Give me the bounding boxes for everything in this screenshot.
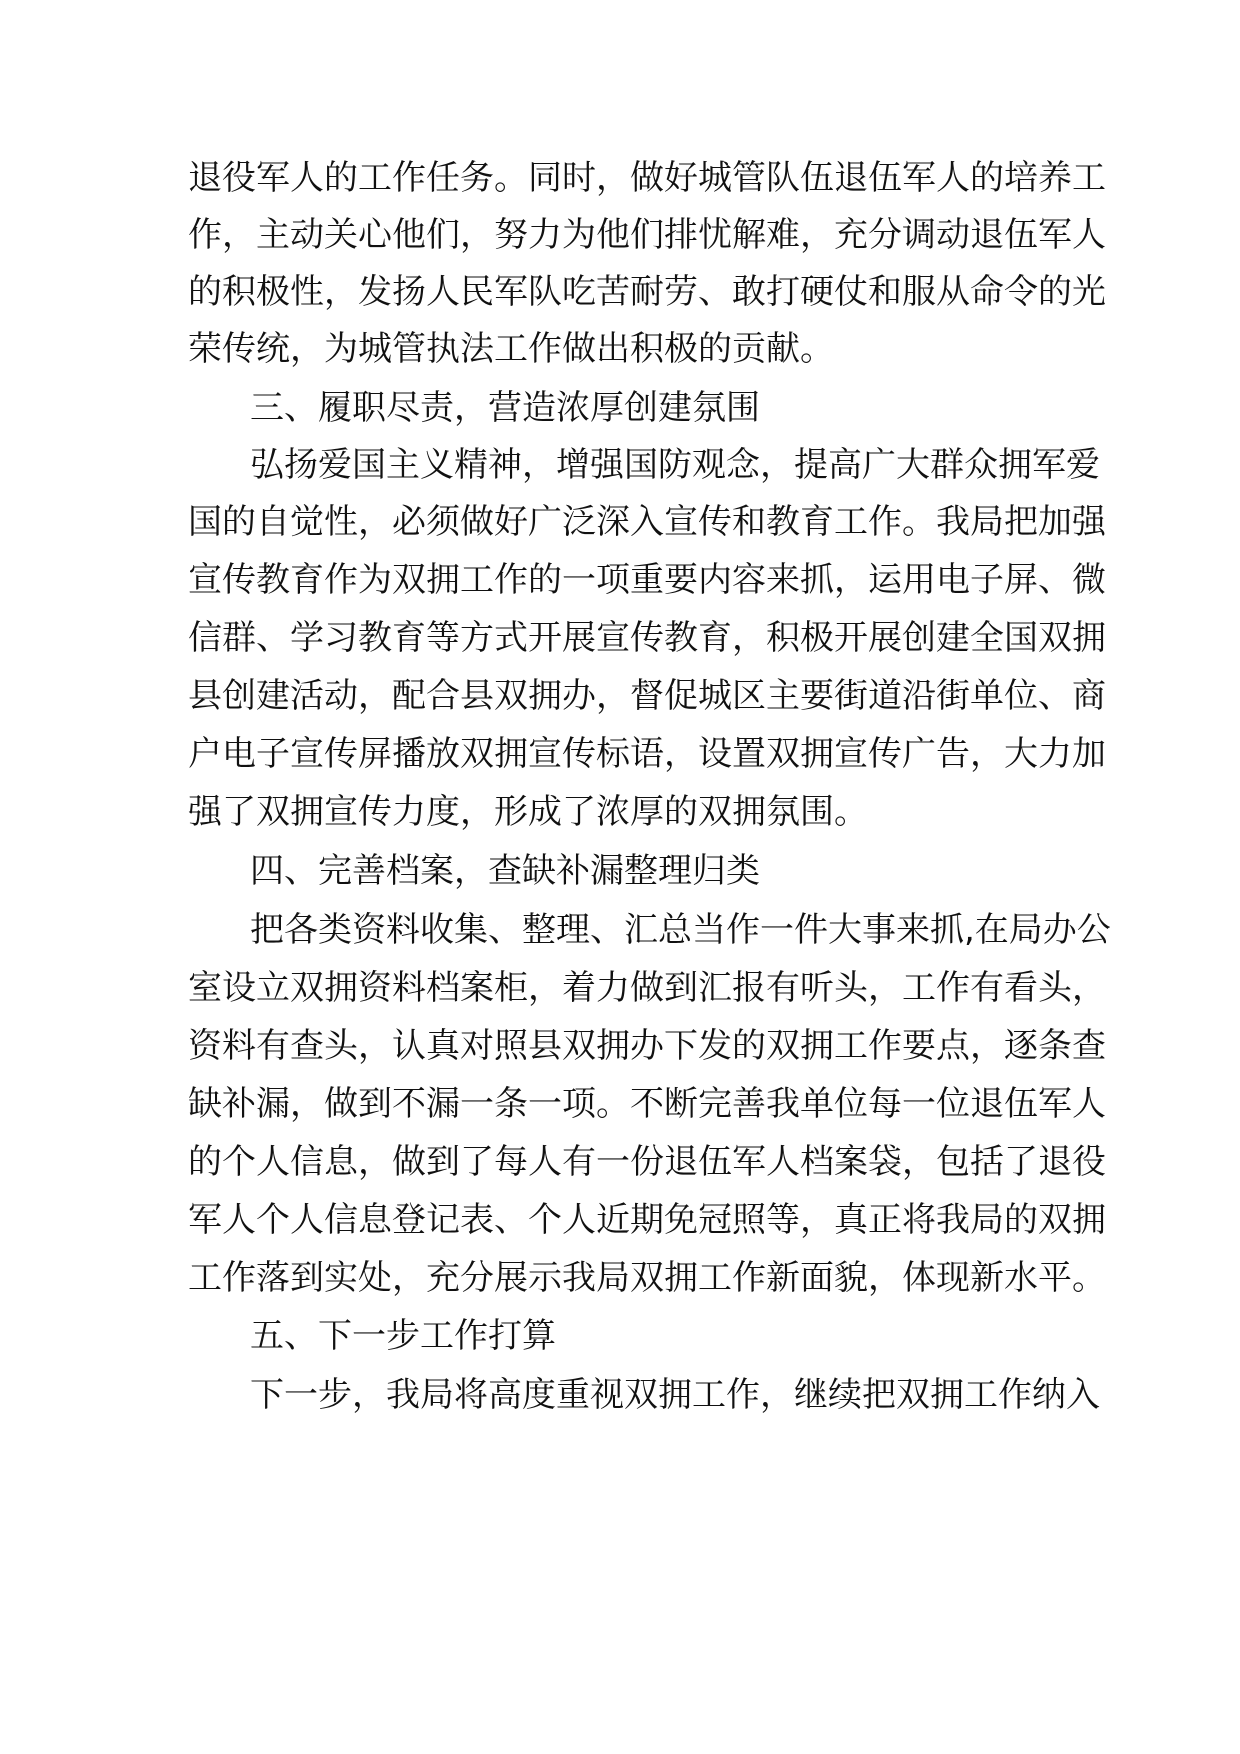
body-text-line: 缺补漏，做到不漏一条一项。不断完善我单位每一位退伍军人 [188, 1084, 1106, 1124]
body-text-line: 的积极性，发扬人民军队吃苦耐劳、敢打硬仗和服从命令的光 [188, 272, 1106, 312]
body-text-line: 国的自觉性，必须做好广泛深入宣传和教育工作。我局把加强 [188, 502, 1106, 542]
body-text-line: 户电子宣传屏播放双拥宣传标语，设置双拥宣传广告，大力加 [188, 734, 1106, 774]
body-text-line: 强了双拥宣传力度，形成了浓厚的双拥氛围。 [188, 792, 868, 832]
body-text-line: 宣传教育作为双拥工作的一项重要内容来抓，运用电子屏、微 [188, 560, 1106, 600]
body-text-line: 把各类资料收集、整理、汇总当作一件大事来抓,在局办公 [250, 910, 1111, 950]
body-text-line: 县创建活动，配合县双拥办，督促城区主要街道沿街单位、商 [188, 676, 1106, 716]
body-text-line: 室设立双拥资料档案柜，着力做到汇报有听头，工作有看头， [188, 968, 1106, 1008]
body-text-line: 资料有查头，认真对照县双拥办下发的双拥工作要点，逐条查 [188, 1026, 1106, 1066]
body-text-line: 军人个人信息登记表、个人近期免冠照等，真正将我局的双拥 [188, 1200, 1106, 1240]
body-text-line: 弘扬爱国主义精神，增强国防观念，提高广大群众拥军爱 [250, 445, 1100, 485]
body-text-line: 工作落到实处，充分展示我局双拥工作新面貌，体现新水平。 [188, 1258, 1106, 1298]
body-text-line: 的个人信息，做到了每人有一份退伍军人档案袋，包括了退役 [188, 1142, 1106, 1182]
body-text-line: 下一步，我局将高度重视双拥工作，继续把双拥工作纳入 [250, 1375, 1100, 1415]
body-text-line: 荣传统，为城管执法工作做出积极的贡献。 [188, 329, 834, 369]
body-text-line: 作，主动关心他们，努力为他们排忧解难，充分调动退伍军人 [188, 215, 1106, 255]
body-text-line: 信群、学习教育等方式开展宣传教育，积极开展创建全国双拥 [188, 618, 1106, 658]
section-heading-5: 五、下一步工作打算 [250, 1316, 556, 1356]
body-text-line: 退役军人的工作任务。同时，做好城管队伍退伍军人的培养工 [188, 158, 1106, 198]
section-heading-3: 三、履职尽责，营造浓厚创建氛围 [250, 388, 760, 428]
section-heading-4: 四、完善档案，查缺补漏整理归类 [250, 851, 760, 891]
